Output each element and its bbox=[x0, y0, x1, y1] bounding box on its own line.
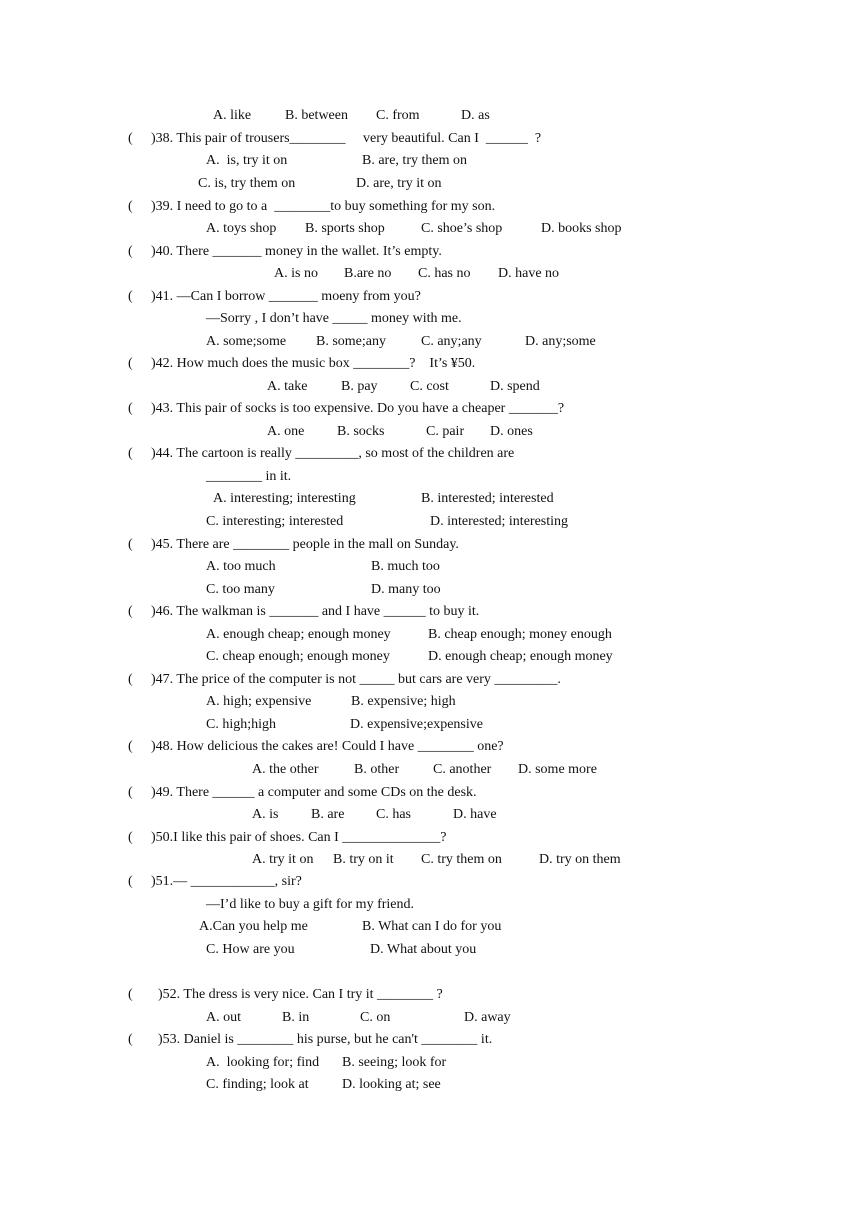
answer-option: C. cost bbox=[410, 379, 449, 394]
question-text: )39. I need to go to a ________to buy something for my son. bbox=[151, 199, 496, 214]
answer-option: A. is bbox=[252, 807, 279, 822]
answer-option: D. some more bbox=[518, 762, 597, 777]
answer-bracket: ( bbox=[128, 874, 133, 889]
answer-option: D. have bbox=[453, 807, 497, 822]
answer-bracket: ( bbox=[128, 785, 133, 800]
answer-option: C. finding; look at bbox=[206, 1077, 309, 1092]
answer-bracket: ( bbox=[128, 446, 133, 461]
answer-option: B. between bbox=[285, 108, 348, 123]
answer-bracket: ( bbox=[128, 672, 133, 687]
answer-bracket: ( bbox=[128, 604, 133, 619]
answer-option: A. one bbox=[267, 424, 305, 439]
answer-option: B. seeing; look for bbox=[342, 1055, 447, 1070]
answer-option: C. on bbox=[360, 1010, 391, 1025]
answer-option: C. interesting; interested bbox=[206, 514, 344, 529]
answer-option: B. socks bbox=[337, 424, 385, 439]
answer-option: C. cheap enough; enough money bbox=[206, 649, 390, 664]
answer-option: C. another bbox=[433, 762, 492, 777]
question-text: )51.— ____________, sir? bbox=[151, 874, 302, 889]
answer-bracket: ( bbox=[128, 739, 133, 754]
answer-bracket: ( bbox=[128, 987, 133, 1002]
answer-option: A. like bbox=[213, 108, 252, 123]
answer-bracket: ( bbox=[128, 244, 133, 259]
answer-option: A. is no bbox=[274, 266, 318, 281]
question-text: )40. There _______ money in the wallet. It’s empty. bbox=[151, 244, 442, 259]
answer-option: D. any;some bbox=[525, 334, 596, 349]
question-text: )44. The cartoon is really _________, so most of the children are bbox=[151, 446, 515, 461]
answer-option: B. are, try them on bbox=[362, 153, 467, 168]
answer-option: A. too much bbox=[206, 559, 276, 574]
question-text: )49. There ______ a computer and some CDs on the desk. bbox=[151, 785, 477, 800]
answer-option: B.are no bbox=[344, 266, 392, 281]
question-text: )38. This pair of trousers________ very beautiful. Can I ______ ? bbox=[151, 131, 542, 146]
answer-option: A. out bbox=[206, 1010, 241, 1025]
question-continuation: —Sorry , I don’t have _____ money with me. bbox=[206, 311, 462, 326]
question-text: )45. There are ________ people in the mall on Sunday. bbox=[151, 537, 459, 552]
answer-option: D. try on them bbox=[539, 852, 621, 867]
answer-bracket: ( bbox=[128, 830, 133, 845]
answer-option: C. try them on bbox=[421, 852, 502, 867]
answer-option: C. has no bbox=[418, 266, 471, 281]
question-continuation: ________ in it. bbox=[206, 469, 292, 484]
answer-bracket: ( bbox=[128, 289, 133, 304]
question-text: )53. Daniel is ________ his purse, but he can't ________ it. bbox=[158, 1032, 493, 1047]
answer-option: C. high;high bbox=[206, 717, 277, 732]
answer-option: D. spend bbox=[490, 379, 540, 394]
answer-option: B. other bbox=[354, 762, 400, 777]
answer-option: D. books shop bbox=[541, 221, 622, 236]
answer-option: B. expensive; high bbox=[351, 694, 456, 709]
answer-option: D. are, try it on bbox=[356, 176, 442, 191]
answer-option: C. is, try them on bbox=[198, 176, 296, 191]
question-text: )52. The dress is very nice. Can I try it ________ ? bbox=[158, 987, 443, 1002]
answer-bracket: ( bbox=[128, 537, 133, 552]
answer-option: D. many too bbox=[371, 582, 441, 597]
answer-bracket: ( bbox=[128, 1032, 133, 1047]
answer-option: B. are bbox=[311, 807, 345, 822]
answer-option: C. shoe’s shop bbox=[421, 221, 503, 236]
answer-bracket: ( bbox=[128, 199, 133, 214]
answer-option: A. try it on bbox=[252, 852, 314, 867]
answer-option: B. cheap enough; money enough bbox=[428, 627, 612, 642]
question-text: )48. How delicious the cakes are! Could I have ________ one? bbox=[151, 739, 504, 754]
answer-option: D. ones bbox=[490, 424, 533, 439]
answer-option: B. pay bbox=[341, 379, 378, 394]
answer-option: A. take bbox=[267, 379, 308, 394]
answer-option: B. much too bbox=[371, 559, 440, 574]
answer-option: A. toys shop bbox=[206, 221, 277, 236]
answer-option: D. away bbox=[464, 1010, 511, 1025]
answer-bracket: ( bbox=[128, 131, 133, 146]
question-continuation: —I’d like to buy a gift for my friend. bbox=[206, 897, 415, 912]
answer-option: C. pair bbox=[426, 424, 465, 439]
question-text: )42. How much does the music box ________? It’s ¥50. bbox=[151, 356, 476, 371]
answer-bracket: ( bbox=[128, 356, 133, 371]
answer-option: A. high; expensive bbox=[206, 694, 312, 709]
answer-option: B. try on it bbox=[333, 852, 394, 867]
answer-option: D. enough cheap; enough money bbox=[428, 649, 613, 664]
answer-option: C. too many bbox=[206, 582, 275, 597]
answer-option: B. What can I do for you bbox=[362, 919, 502, 934]
question-text: )46. The walkman is _______ and I have ______ to buy it. bbox=[151, 604, 480, 619]
answer-option: C. How are you bbox=[206, 942, 295, 957]
answer-option: A.Can you help me bbox=[199, 919, 308, 934]
answer-option: D. What about you bbox=[370, 942, 477, 957]
question-text: )43. This pair of socks is too expensive. Do you have a cheaper _______? bbox=[151, 401, 565, 416]
answer-option: A. some;some bbox=[206, 334, 287, 349]
answer-option: D. looking at; see bbox=[342, 1077, 441, 1092]
answer-option: B. sports shop bbox=[305, 221, 385, 236]
answer-bracket: ( bbox=[128, 401, 133, 416]
question-text: )50.I like this pair of shoes. Can I ______________? bbox=[151, 830, 447, 845]
answer-option: A. the other bbox=[252, 762, 319, 777]
answer-option: C. any;any bbox=[421, 334, 482, 349]
question-text: )41. —Can I borrow _______ moeny from you? bbox=[151, 289, 421, 304]
answer-option: B. in bbox=[282, 1010, 310, 1025]
answer-option: A. looking for; find bbox=[206, 1055, 320, 1070]
answer-option: D. have no bbox=[498, 266, 560, 281]
answer-option: A. interesting; interesting bbox=[213, 491, 356, 506]
question-text: )47. The price of the computer is not _____ but cars are very _________. bbox=[151, 672, 561, 687]
answer-option: A. is, try it on bbox=[206, 153, 288, 168]
answer-option: B. interested; interested bbox=[421, 491, 554, 506]
answer-option: A. enough cheap; enough money bbox=[206, 627, 391, 642]
answer-option: D. expensive;expensive bbox=[350, 717, 483, 732]
answer-option: D. interested; interesting bbox=[430, 514, 569, 529]
answer-option: C. has bbox=[376, 807, 411, 822]
answer-option: D. as bbox=[461, 108, 490, 123]
answer-option: B. some;any bbox=[316, 334, 386, 349]
answer-option: C. from bbox=[376, 108, 420, 123]
